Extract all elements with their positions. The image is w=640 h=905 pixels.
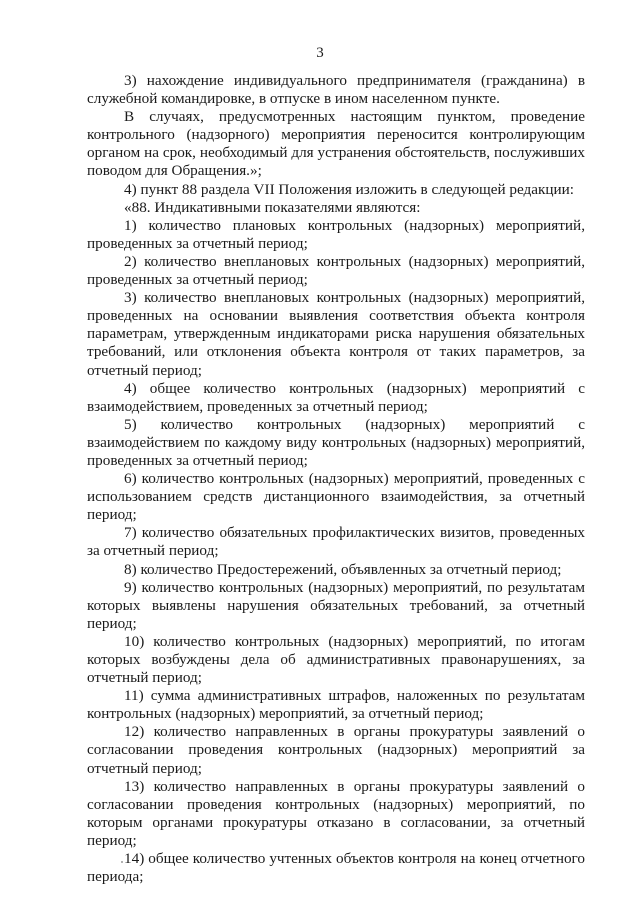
list-item: 5) количество контрольных (надзорных) мероприятий с взаимодействием по каждому виду контрольных (надзорных) мероприятий, проведенных за отчетный период; bbox=[87, 415, 585, 469]
list-item: 1) количество плановых контрольных (надзорных) мероприятий, проведенных за отчетный период; bbox=[87, 216, 585, 252]
list-item: 3) количество внеплановых контрольных (надзорных) мероприятий, проведенных на основании выявления соответствия объекта контроля параметрам, утвержденным индикаторами риска нарушения обязательных требований, или отклонения объекта контроля от таких параметров, за отчетный период; bbox=[87, 289, 585, 379]
list-item: 10) количество контрольных (надзорных) мероприятий, по итогам которых возбуждены дела об административных правонарушениях, за отчетный период; bbox=[87, 632, 585, 687]
document-body bbox=[87, 72, 585, 886]
paragraph: 3) нахождение индивидуального предпринимателя (гражданина) в служебной командировке, в отпуске в ином населенном пункте. bbox=[87, 72, 585, 108]
list-item: 14) общее количество учтенных объектов контроля на конец отчетного периода; bbox=[87, 850, 585, 886]
scan-speck bbox=[121, 861, 123, 863]
list-item: 2) количество внеплановых контрольных (надзорных) мероприятий, проведенных за отчетный период; bbox=[87, 252, 585, 289]
list-item: 9) количество контрольных (надзорных) мероприятий, по результатам которых выявлены нарушения обязательных требований, за отчетный период; bbox=[87, 578, 585, 632]
list-item: 6) количество контрольных (надзорных) мероприятий, проведенных с использованием средств дистанционного взаимодействия, за отчетный период; bbox=[87, 470, 585, 524]
paragraph: В случаях, предусмотренных настоящим пунктом, проведение контрольного (надзорного) мероприятия переносится контролирующим органом на срок, необходимый для устранения обстоятельств, послуживших поводом для Обращения.»; bbox=[87, 108, 585, 180]
list-item: 4) общее количество контрольных (надзорных) мероприятий с взаимодействием, проведенных за отчетный период; bbox=[87, 379, 585, 415]
list-item: 13) количество направленных в органы прокуратуры заявлений о согласовании проведения контрольных (надзорных) мероприятий, по которым органами прокуратуры отказано в согласовании, за отчетный период; bbox=[87, 777, 585, 849]
paragraph: 4) пункт 88 раздела VII Положения изложить в следующей редакции: bbox=[124, 180, 574, 198]
list-item: 7) количество обязательных профилактических визитов, проведенных за отчетный период; bbox=[87, 524, 585, 560]
list-item: 12) количество направленных в органы прокуратуры заявлений о согласовании проведения контрольных (надзорных) мероприятий за отчетный период; bbox=[87, 723, 585, 777]
list-item: 11) сумма административных штрафов, наложенных по результатам контрольных (надзорных) мероприятий, за отчетный период; bbox=[87, 687, 585, 723]
list-item: 8) количество Предостережений, объявленных за отчетный период; bbox=[124, 560, 562, 578]
paragraph: «88. Индикативными показателями являются: bbox=[124, 198, 421, 216]
page-number: 3 bbox=[316, 45, 324, 61]
